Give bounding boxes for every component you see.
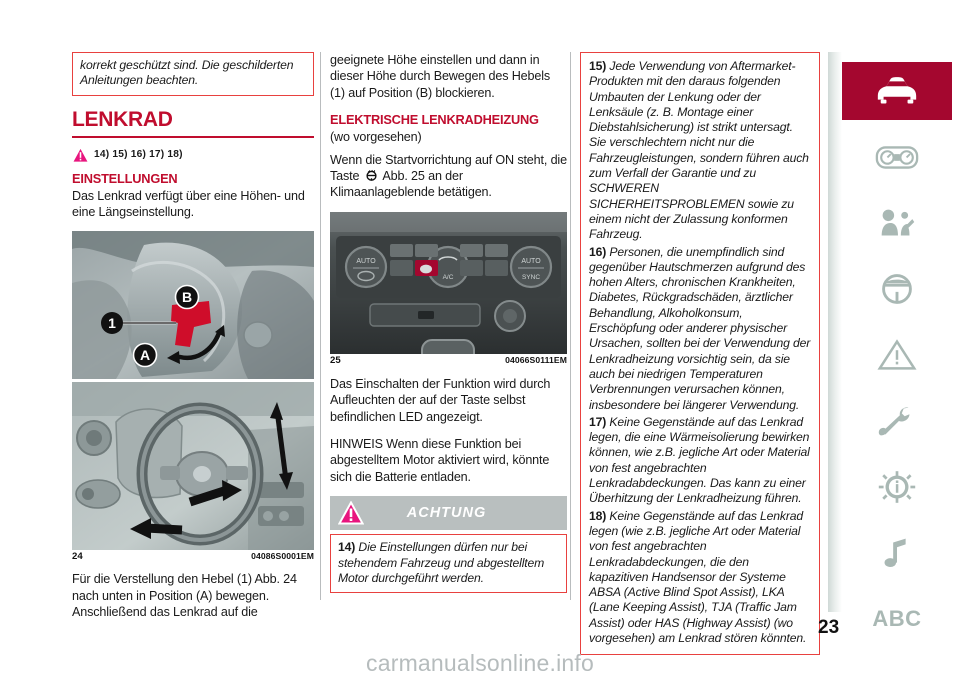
note-15 [589, 59, 811, 243]
title-underline [72, 136, 314, 138]
note-17-text: Keine Gegenstände auf das Lenkrad legen, die eine Wärmeisolierung bewirken können, wie z.B. jegliche Art oder Material von fest angebrachten Lenkradabdeckungen. Das kann zu einer Überhitzung der Lenkradheizung führen. [589, 414, 810, 506]
warning-reference-row [72, 147, 314, 163]
note-18-text: Keine Gegenstände auf das Lenkrad legen (wie z.B. jegliche Art oder Material von fest angebrachten Lenkradabdeckungen, die den kapazitiven Handsensor der Systeme ABSA (Active Blind Spot Assist), LKA (Lane Keeping Assist), TJA (Traffic Jam Assist) oder HAS (Highway Assist) (wo vorgesehen) am Lenkrad stören könnten. [589, 508, 807, 645]
figure-24 [72, 231, 314, 379]
figure-24-number: 24 [72, 551, 83, 563]
climate-panel-photo [330, 212, 567, 354]
figure-25 [330, 212, 567, 366]
subsection-title-einstellungen: EINSTELLUNGEN [72, 170, 178, 186]
figure-25-code: 04066S0111EM [505, 354, 567, 365]
note-14-box [330, 534, 567, 593]
figure-steering-wheel [72, 382, 314, 562]
info-gear-icon [874, 468, 920, 506]
achtung-banner [330, 496, 567, 530]
note-18 [589, 509, 811, 647]
paragraph-wo-vorgesehen: (wo vorgesehen) [330, 130, 422, 145]
note-14-text: Die Einstellungen dürfen nur bei stehendem Fahrzeug und abgestelltem Motor durchgeführt werden. [338, 540, 545, 585]
note-16-number: 16) [589, 244, 607, 259]
page-title: LENKRAD [72, 107, 173, 131]
warning-triangle-icon [72, 147, 89, 163]
music-note-icon [874, 534, 920, 572]
lever-photo [72, 231, 314, 379]
paragraph-startvorrichtung-post: Abb. 25 an der Klimaanlageblende betätigen. [330, 169, 492, 200]
figure-24-code: 04086S0001EM [251, 551, 314, 562]
column-divider-1 [320, 52, 321, 600]
note-16 [589, 245, 811, 413]
section-tab-sidebar [828, 0, 960, 683]
sidebar-item-steering-wheel[interactable] [842, 260, 952, 318]
figure-25-image [330, 212, 567, 354]
warning-reference-numbers: 14) 15) 16) 17) 18) [94, 149, 183, 161]
watermark-text: carmanualsonline.info [366, 650, 594, 676]
sidebar-item-info[interactable] [842, 458, 952, 516]
figure-24-caption [72, 551, 314, 562]
sidebar-item-safety[interactable] [842, 194, 952, 252]
paragraph-hoehe: geeignete Höhe einstellen und dann in dieser Höhe durch Bewegen des Hebels (1) auf Position (B) blockieren. [330, 53, 551, 100]
wrench-icon [874, 402, 920, 440]
steering-wheel-image [72, 382, 314, 550]
sidebar-edge-shadow [828, 52, 842, 612]
figure-25-caption [330, 355, 567, 366]
note-17-number: 17) [589, 414, 607, 429]
svg-text:1: 1 [108, 315, 116, 332]
paragraph-startvorrichtung-pre: Wenn die Startvorrichtung auf ON steht, die Taste [330, 152, 567, 184]
sidebar-item-index[interactable] [842, 590, 952, 648]
airbag-safety-icon [874, 204, 920, 242]
sidebar-item-maintenance[interactable] [842, 392, 952, 450]
note-15-text: Jede Verwendung von Aftermarket-Produkten mit den daraus folgenden Umbauten der Lenkung oder der Lenksäule (z. B. Montage einer Diebstahlsicherung) ist strikt untersagt. Sie verschlechtern nicht nur die Fahrzeugleistungen, sondern führen auch zum Verfall der Garantie und zu SCHWEREN SICHERHEITSPROBLEMEN sowie zu einem nicht der Zulassung konformen Fahrzeug. [589, 59, 809, 242]
top-callout-box [72, 52, 314, 96]
car-icon [874, 72, 920, 110]
steering-wheel-icon [874, 270, 920, 308]
abc-text-icon: ABC [872, 606, 922, 631]
achtung-warning-triangle-icon [338, 501, 364, 525]
note-17 [589, 415, 811, 507]
subsection-title-lenkradheizung: ELEKTRISCHE LENKRADHEIZUNG [330, 112, 539, 128]
note-15-number: 15) [589, 59, 607, 73]
notes-15-18-box [580, 52, 820, 655]
note-14-number: 14) [338, 540, 356, 555]
column-divider-2 [570, 52, 571, 600]
note-18-number: 18) [589, 508, 607, 523]
dashboard-gauges-icon [874, 138, 920, 176]
figure-24-image [72, 231, 314, 379]
note-16-text: Personen, die unempfindlich sind gegenüber Hautschmerzen aufgrund des hohen Alters, chronischen Krankheiten, Diabetes, Rückgradschäden, ärztlicher Behandlung, Alkoholkonsum, Erschöpfung oder anderer physischer Ursachen, sollten bei der Verwendung der Lenkradheizung vorsichtig sein, da sie auch bei niedrigen Temperaturen Verbrennungen verursachen können, insbesondere bei längerer Verwendung. [589, 244, 811, 412]
column-3 [580, 52, 820, 667]
sidebar-item-multimedia[interactable] [842, 524, 952, 582]
paragraph-einstellungen: Das Lenkrad verfügt über eine Höhen- und eine Längseinstellung. [72, 188, 305, 219]
warning-triangle-icon [874, 336, 920, 374]
svg-text:AUTO: AUTO [521, 257, 541, 265]
svg-text:SYNC: SYNC [521, 273, 541, 281]
paragraph-startvorrichtung [330, 152, 567, 201]
sidebar-item-warnings[interactable] [842, 326, 952, 384]
page-number: 23 [818, 617, 840, 638]
svg-text:B: B [181, 289, 193, 306]
note-14 [338, 540, 559, 586]
paragraph-led: Das Einschalten der Funktion wird durch Aufleuchten der auf der Taste selbst befindlichen LED angezeigt. [330, 376, 551, 424]
cockpit-photo [72, 382, 314, 550]
achtung-label: ACHTUNG [406, 505, 487, 522]
paragraph-hinweis: HINWEIS Wenn diese Funktion bei abgestelltem Motor aktiviert wird, könnte sich die Batterie entladen. [330, 437, 550, 484]
sidebar-item-dashboard[interactable] [842, 128, 952, 186]
svg-text:A: A [139, 347, 151, 364]
sidebar-item-car[interactable] [842, 62, 952, 120]
column-1 [72, 52, 314, 632]
column-2 [330, 52, 567, 605]
paragraph-verstellung: Für die Verstellung den Hebel (1) Abb. 24 nach unten in Position (A) bewegen. Anschließend das Lenkrad auf die [72, 572, 297, 620]
heated-steering-wheel-icon [365, 169, 378, 181]
svg-text:A/C: A/C [442, 273, 454, 281]
svg-text:AUTO: AUTO [356, 257, 376, 265]
top-callout-text: korrekt geschützt sind. Die geschilderten Anleitungen beachten. [80, 58, 294, 88]
figure-25-number: 25 [330, 354, 341, 366]
